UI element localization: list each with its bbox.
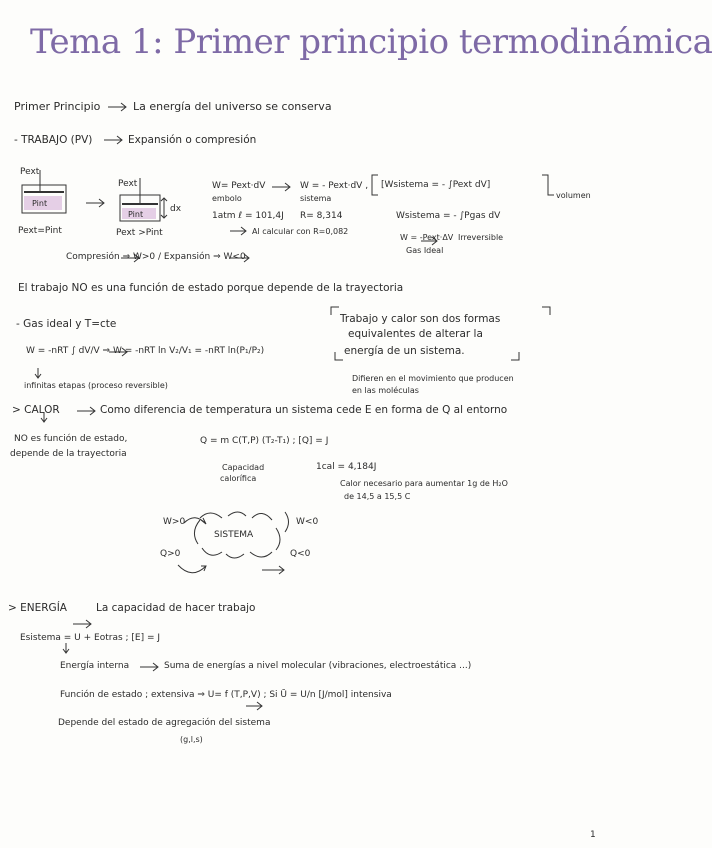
q-neg: Q<0 — [290, 549, 311, 559]
trabajo-text: Expansión o compresión — [128, 134, 257, 146]
interna-text: Suma de energías a nivel molecular (vibraciones, electroestática ...) — [164, 661, 472, 671]
primer-text: La energía del universo se conserva — [133, 100, 332, 113]
w-neg: W<0 — [296, 517, 319, 527]
w-integral: [Wsistema = - ∫Pext dV] — [381, 180, 491, 190]
dx-label: dx — [170, 204, 182, 214]
pint-label-2: Pint — [128, 210, 144, 219]
w-embolo: W= Pext·dV — [212, 181, 266, 191]
al-calcular: Al calcular con R=0,082 — [252, 227, 349, 236]
gas-ideal-note: Gas Ideal — [406, 246, 444, 255]
box-line3: energía de un sistema. — [344, 345, 465, 357]
pint-label-1: Pint — [32, 199, 48, 208]
etapas-note: infinitas etapas (proceso reversible) — [24, 381, 168, 390]
capacidad-2: calorífica — [220, 474, 257, 483]
gas-ideal-label: - Gas ideal y T=cte — [16, 318, 117, 330]
w-pos: W>0 — [163, 517, 186, 527]
primer-label: Primer Principio — [14, 100, 101, 113]
r-constant: R= 8,314 — [300, 211, 343, 221]
sistema-box-label: SISTEMA — [214, 530, 254, 540]
difieren-line2: en las moléculas — [352, 386, 419, 395]
eq-pext-pint: Pext=Pint — [18, 226, 62, 236]
atm-conversion: 1atm ℓ = 101,4J — [212, 211, 284, 221]
irreversible-label: Irreversible — [458, 233, 504, 242]
difieren-line1: Difieren en el movimiento que producen — [352, 374, 514, 383]
gas-ideal-eq: W = -nRT ∫ dV/V ⇒ W = -nRT ln V₂/V₁ = -nRT ln(P₁/P₂) — [26, 346, 265, 356]
cal-note-2: de 14,5 a 15,5 C — [344, 492, 411, 501]
capacidad-1: Capacidad — [222, 463, 265, 472]
w-irrev: W = -Pext·ΔV — [400, 233, 454, 242]
cal-conversion: 1cal = 4,184J — [316, 462, 377, 472]
pext-label-1: Pext — [20, 167, 40, 177]
cal-note-1: Calor necesario para aumentar 1g de H₂O — [340, 479, 508, 488]
energia-label: > ENERGÍA — [8, 602, 67, 614]
comp-exp-sign: Compresión ⇒ W>0 / Expansión ⇒ W<0 — [66, 252, 246, 262]
w-sistema: W = - Pext·dV , — [300, 181, 369, 191]
funcion-estado-u: Función de estado ; extensiva ⇒ U= f (T,P,V) ; Si Ū = U/n [J/mol] intensiva — [60, 690, 392, 700]
depende-estado: Depende del estado de agregación del sistema — [58, 718, 271, 728]
no-funcion-estado: El trabajo NO es una función de estado porque depende de la trayectoria — [18, 282, 404, 294]
box-line2: equivalentes de alterar la — [348, 328, 483, 340]
calor-no-fe-2: depende de la trayectoria — [10, 449, 127, 459]
sistema-label: sistema — [300, 194, 332, 203]
calor-no-fe-1: NO es función de estado, — [14, 434, 128, 444]
trabajo-label: - TRABAJO (PV) — [14, 134, 93, 146]
energia-text: La capacidad de hacer trabajo — [96, 602, 256, 614]
interna-label: Energía interna — [60, 661, 130, 671]
calor-label: > CALOR — [12, 404, 60, 416]
eq-pext-gt-pint: Pext >Pint — [116, 228, 163, 238]
calor-text: Como diferencia de temperatura un sistema cede E en forma de Q al entorno — [100, 404, 508, 416]
page-title: Tema 1: Primer principio termodinámica — [30, 22, 712, 62]
embolo-label: embolo — [212, 194, 242, 203]
wsistema-gas: Wsistema = - ∫Pgas dV — [396, 211, 501, 221]
q-pos: Q>0 — [160, 549, 181, 559]
pext-label-2: Pext — [118, 179, 138, 189]
box-line1: Trabajo y calor son dos formas — [340, 313, 501, 325]
gls-label: (g,l,s) — [180, 735, 203, 744]
calor-eq: Q = m C(T,P) (T₂-T₁) ; [Q] = J — [200, 436, 329, 446]
energia-eq: Esistema = U + Eotras ; [E] = J — [20, 633, 161, 643]
volumen-label: volumen — [556, 191, 591, 200]
page-number: 1 — [590, 830, 596, 840]
